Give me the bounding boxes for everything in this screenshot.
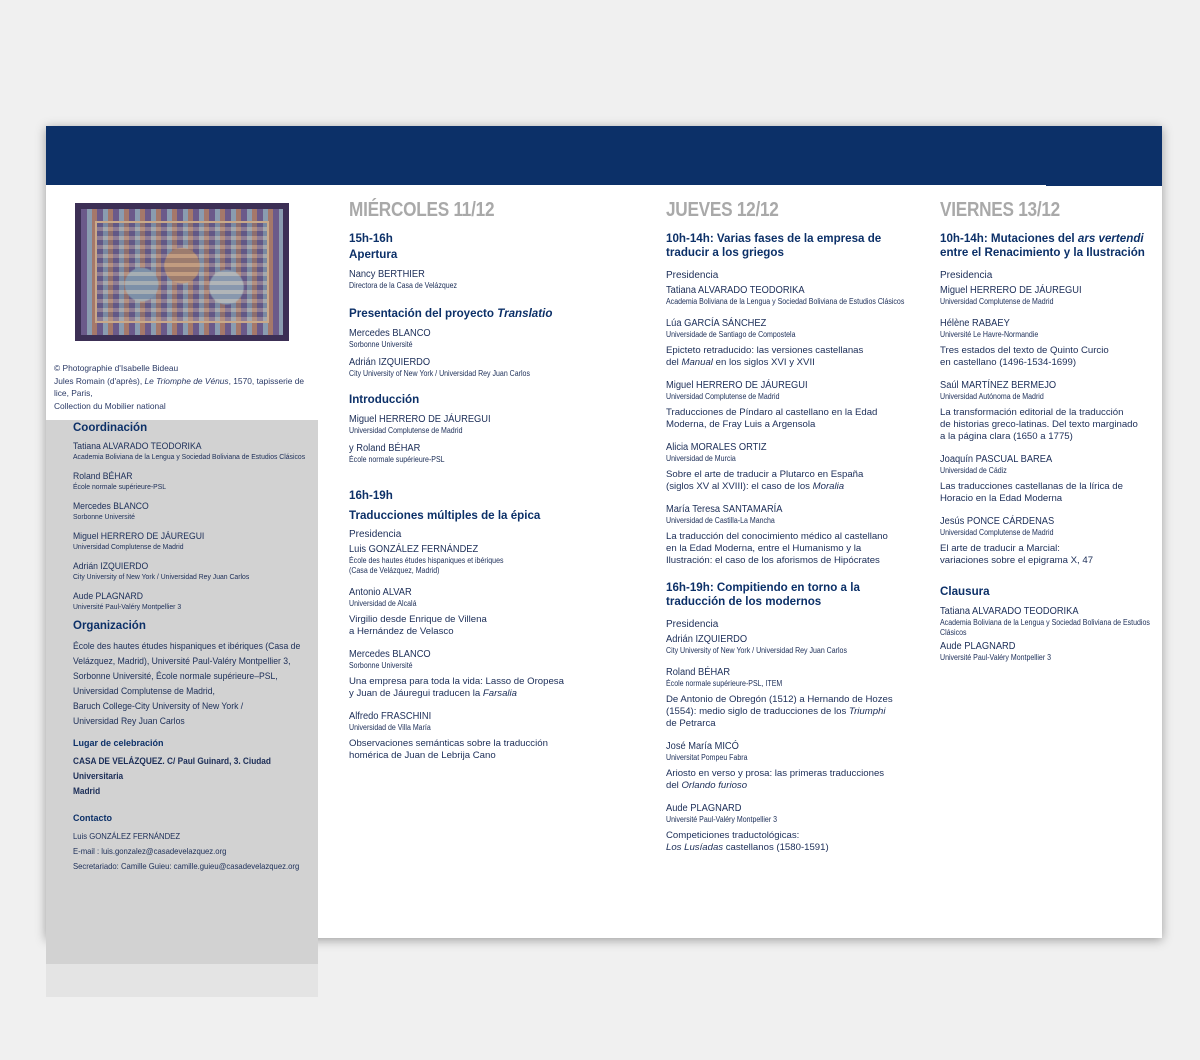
speaker-name: Roland BÉHAR [666, 667, 731, 678]
talk-title-line [666, 419, 924, 431]
talk-title-italic: Orlando furioso [681, 780, 748, 791]
talk-title-line: Sobre el arte de traducir a Plutarco en España [666, 469, 864, 480]
coordinator-name: Tatiana ALVARADO TEODORIKA [73, 440, 202, 451]
chair-affiliation: Universidad Complutense de Madrid [940, 297, 1054, 306]
talk-title-line [666, 842, 924, 854]
speaker-name: y Roland BÉHAR [349, 443, 421, 454]
talk-title-line: El arte de traducir a Marcial: [940, 543, 1060, 554]
talk-title-line [349, 688, 607, 700]
speaker-name: Saúl MARTÍNEZ BERMEJO [940, 380, 1057, 391]
chair-label: Presidencia [349, 529, 402, 540]
speaker-affiliation: Universidad de Cádiz [940, 466, 1007, 475]
talk-title-text: Horacio en la Edad Moderna [940, 493, 1063, 504]
coordinator-affiliation: Academia Boliviana de la Lengua y Sociedad Boliviana de Estudios Clásicos [73, 452, 306, 461]
speaker-affiliation: Universidad de Castilla-La Mancha [666, 516, 775, 525]
speaker-name: Aude PLAGNARD [666, 803, 742, 814]
speaker-name: Tatiana ALVARADO TEODORIKA [940, 606, 1079, 617]
chair-name: Miguel HERRERO DE JÁUREGUI [940, 285, 1082, 296]
speaker-name: Alicia MORALES ORTIZ [666, 442, 767, 453]
introduction-speakers [349, 413, 619, 465]
talk-title-text: en castellano (1496-1534-1699) [940, 357, 1077, 368]
chair-name: Tatiana ALVARADO TEODORIKA [666, 285, 805, 296]
talk-list [940, 317, 1200, 567]
coordination-block [73, 422, 313, 874]
talk-title-line [940, 493, 1198, 505]
talk-title-line [666, 706, 924, 718]
caption-line: Jules Romain (d'après), Le Triomphe de Vénus, 1570, tapisserie de lice, Paris, [54, 375, 305, 398]
venue-address: CASA DE VELÁZQUEZ. C/ Paul Guinard, 3. Ciudad Universitaria [73, 756, 271, 781]
talk-title-text: del [666, 357, 682, 368]
session-time: 15h-16h [349, 232, 393, 245]
talk-title-text: castellanos (1580-1591) [723, 842, 829, 853]
speaker-name: Miguel HERRERO DE JÁUREGUI [666, 380, 808, 391]
contact-name: Luis GONZÁLEZ FERNÁNDEZ [73, 831, 181, 841]
speaker-affiliation: Universidad Complutense de Madrid [349, 426, 463, 435]
talk-title-line [666, 780, 924, 792]
speaker-affiliation: Universidad Autónoma de Madrid [940, 392, 1044, 401]
organization-line: Velázquez, Madrid), Université Paul-Valéry Montpellier 3, [73, 655, 291, 666]
talk-title-line: Competiciones traductológicas: [666, 830, 800, 841]
header-bar-notch [1046, 185, 1162, 186]
speaker-name: Mercedes BLANCO [349, 649, 431, 660]
image-caption [54, 362, 316, 412]
talk-title-text: en la Edad Moderna, entre el Humanismo y la [666, 543, 862, 554]
session-time: 16h-19h [349, 489, 393, 502]
info-panel-footer [46, 964, 318, 997]
day-heading: JUEVES 12/12 [666, 199, 779, 221]
session-title-line2: traducir a los griegos [666, 246, 784, 259]
chair-affiliation: École des hautes études hispaniques et ibériques [349, 556, 504, 565]
chair-name: Adrián IZQUIERDO [666, 634, 748, 645]
talk-title-line [940, 357, 1198, 369]
contact-title: Contacto [73, 813, 112, 823]
speaker-name: María Teresa SANTAMARÍA [666, 504, 783, 515]
talk-title-text: Moderna, de Fray Luis a Argensola [666, 419, 816, 430]
speaker-affiliation: Universidad de Villa María [349, 723, 431, 732]
talk-list [349, 586, 619, 762]
contact-email[interactable]: E-mail : luis.gonzalez@casadevelazquez.org [73, 846, 227, 856]
speaker-name: Adrián IZQUIERDO [349, 357, 431, 368]
organization-line: Sorbonne Université, École normale supérieure–PSL, [73, 670, 278, 681]
talk-title-line: Las traducciones castellanas de la lírica de [940, 481, 1123, 492]
talk-title-line [349, 626, 607, 638]
talk-title-text: de historias greco-latinas. Del texto marginado [940, 419, 1138, 430]
coordinator-name: Adrián IZQUIERDO [73, 560, 149, 571]
session-title: Apertura [349, 248, 398, 261]
chair-affiliation: (Casa de Velázquez, Madrid) [349, 566, 440, 575]
talk-title-text: a Hernández de Velasco [349, 626, 454, 637]
speaker-affiliation: Directora de la Casa de Velázquez [349, 281, 458, 290]
chair-label: Presidencia [666, 270, 719, 281]
tapestry-image [75, 203, 289, 341]
coordinator-affiliation: Sorbonne Université [73, 512, 135, 521]
talk-title-italic: Farsalia [482, 688, 517, 699]
day-column-jueves [666, 199, 936, 854]
session-title: 16h-19h: Compitiendo en torno a la [666, 581, 860, 594]
talk-title-line: Virgilio desde Enrique de Villena [349, 614, 487, 625]
speaker-name: Alfredo FRASCHINI [349, 711, 432, 722]
talk-title-line [666, 543, 924, 555]
chair-affiliation: City University of New York / Universidad Rey Juan Carlos [666, 646, 847, 655]
talk-title-text: del [666, 780, 682, 791]
coordinator-name: Roland BÉHAR [73, 470, 133, 481]
coordinator-affiliation: Universidad Complutense de Madrid [73, 542, 184, 551]
coordinator-affiliation: Université Paul-Valéry Montpellier 3 [73, 602, 182, 611]
presentation-speakers [349, 327, 619, 379]
speaker-affiliation: École normale supérieure-PSL [349, 455, 445, 464]
session-title: Presentación del proyecto Translatio [349, 307, 553, 320]
brochure-sheet [46, 126, 1162, 938]
coordinator-affiliation: City University of New York / Universidad Rey Juan Carlos [73, 572, 250, 581]
talk-title-line: Traducciones de Píndaro al castellano en la Edad [666, 407, 878, 418]
talk-title-text: variaciones sobre el epigrama X, 47 [940, 555, 1094, 566]
speaker-affiliation: Universidad de Alcalá [349, 599, 417, 608]
speaker-affiliation: Université Paul-Valéry Montpellier 3 [666, 815, 778, 824]
organization-text [73, 638, 312, 728]
talk-title-line: Tres estados del texto de Quinto Curcio [940, 345, 1109, 356]
talk-title-line: La traducción del conocimiento médico al castellano [666, 531, 888, 542]
speaker-affiliation: City University of New York / Universidad Rey Juan Carlos [349, 369, 530, 378]
talk-title-line [666, 481, 924, 493]
coordinator-name: Miguel HERRERO DE JÁUREGUI [73, 530, 205, 541]
day-column-miercoles [349, 199, 619, 762]
tapestry-image-center [95, 221, 269, 323]
speaker-name: Lúa GARCÍA SÁNCHEZ [666, 318, 767, 329]
talk-title-line [666, 357, 924, 369]
speaker-name: Joaquín PASCUAL BAREA [940, 454, 1053, 465]
talk-title-text: homérica de Juan de Lebrija Cano [349, 750, 496, 761]
speaker-name: Aude PLAGNARD [940, 641, 1016, 652]
talk-title-line: Ilustración: el caso de los aforismos de Hipócrates [666, 555, 880, 566]
organization-title: Organización [73, 620, 146, 632]
closing-speakers [940, 605, 1200, 663]
session-title-line2: traducción de los modernos [666, 595, 822, 608]
talk-title-line: de Petrarca [666, 718, 716, 729]
coordinator-affiliation: École normale supérieure-PSL [73, 482, 167, 491]
session-title: Introducción [349, 393, 420, 406]
speaker-affiliation: École normale supérieure-PSL, ITEM [666, 679, 783, 688]
talk-title-line [940, 555, 1198, 567]
session-title: 10h-14h: Varias fases de la empresa de [666, 232, 882, 245]
caption-credit: © Photographie d'Isabelle Bideau [54, 363, 179, 373]
speaker-affiliation: Sorbonne Université [349, 340, 413, 349]
talk-title-line: Ariosto en verso y prosa: las primeras traducciones [666, 768, 885, 779]
talk-title-italic: Triumphi [848, 706, 886, 717]
talk-title-text: (1554): medio siglo de traducciones de los [666, 706, 849, 717]
speaker-affiliation: Universidad Complutense de Madrid [666, 392, 780, 401]
talk-title-text: (siglos XV al XVIII): el caso de los [666, 481, 813, 492]
talk-title-line: Observaciones semánticas sobre la traducción [349, 738, 548, 749]
speaker-name: Hélène RABAEY [940, 318, 1010, 329]
coordination-list [73, 440, 313, 612]
speaker-name: Jesús PONCE CÁRDENAS [940, 516, 1055, 527]
organization-line: École des hautes études hispaniques et ibériques (Casa de [73, 640, 301, 651]
day-heading: MIÉRCOLES 11/12 [349, 199, 495, 221]
talk-list [666, 317, 936, 567]
speaker-name: Miguel HERRERO DE JÁUREGUI [349, 414, 491, 425]
chair-label: Presidencia [940, 270, 993, 281]
speaker-affiliation: Université Paul-Valéry Montpellier 3 [940, 653, 1052, 662]
organization-line: Baruch College-City University of New York / [73, 700, 244, 711]
talk-title-italic: Manual [681, 357, 713, 368]
organization-line: Universidad Rey Juan Carlos [73, 715, 185, 726]
talk-title-italic: Los Lusíadas [666, 842, 724, 853]
talk-title-text: y Juan de Jáuregui traducen la [349, 688, 483, 699]
venue-title: Lugar de celebración [73, 738, 164, 748]
talk-title-line [349, 750, 607, 762]
speaker-affiliation: Academia Boliviana de la Lengua y Sociedad Boliviana de Estudios [940, 618, 1150, 627]
day-heading: VIERNES 13/12 [940, 199, 1060, 221]
session-title: Traducciones múltiples de la épica [349, 509, 541, 522]
speaker-affiliation: Sorbonne Université [349, 661, 413, 670]
talk-title-italic: Moralia [812, 481, 845, 492]
talk-list [666, 666, 936, 854]
chair-label: Presidencia [666, 619, 719, 630]
talk-title-line: a la página clara (1650 a 1775) [940, 431, 1073, 442]
speaker-affiliation: Universitat Pompeu Fabra [666, 753, 748, 762]
talk-title-line: Una empresa para toda la vida: Lasso de Oropesa [349, 676, 564, 687]
chair-name: Luis GONZÁLEZ FERNÁNDEZ [349, 544, 479, 555]
caption-collection: Collection du Mobilier national [54, 400, 166, 411]
talk-title-text: en los siglos XVI y XVII [712, 357, 815, 368]
speaker-name: José María MICÓ [666, 741, 739, 752]
chair-affiliation: Academia Boliviana de la Lengua y Sociedad Boliviana de Estudios Clásicos [666, 297, 905, 306]
speaker-name: Antonio ALVAR [349, 587, 412, 598]
speaker-name: Nancy BERTHIER [349, 269, 425, 280]
talk-title-line [940, 419, 1198, 431]
coordination-title: Coordinación [73, 422, 148, 434]
day-column-viernes [940, 199, 1200, 663]
talk-title-line: De Antonio de Obregón (1512) a Hernando de Hozes [666, 694, 893, 705]
talk-title-line: Epicteto retraducido: las versiones castellanas [666, 345, 864, 356]
coordinator-name: Mercedes BLANCO [73, 500, 149, 511]
speaker-affiliation: Clásicos [940, 628, 967, 637]
speaker-affiliation: Université Le Havre-Normandie [940, 330, 1039, 339]
speaker-affiliation: Universidade de Santiago de Compostela [666, 330, 796, 339]
speaker-affiliation: Universidad Complutense de Madrid [940, 528, 1054, 537]
speaker-affiliation: Universidad de Murcia [666, 454, 736, 463]
header-bar [46, 126, 1162, 185]
contact-secretariat[interactable]: Secretariado: Camille Guieu: camille.guieu@casadevelazquez.org [73, 861, 300, 871]
venue-city: Madrid [73, 786, 101, 796]
coordinator-name: Aude PLAGNARD [73, 590, 143, 601]
organization-line: Universidad Complutense de Madrid, [73, 685, 215, 696]
closing-title: Clausura [940, 585, 990, 598]
session-title: 10h-14h: Mutaciones del ars vertendi [940, 232, 1144, 245]
speaker-name: Mercedes BLANCO [349, 328, 431, 339]
talk-title-line: La transformación editorial de la traducción [940, 407, 1124, 418]
session-title-line2: entre el Renacimiento y la Ilustración [940, 246, 1145, 259]
